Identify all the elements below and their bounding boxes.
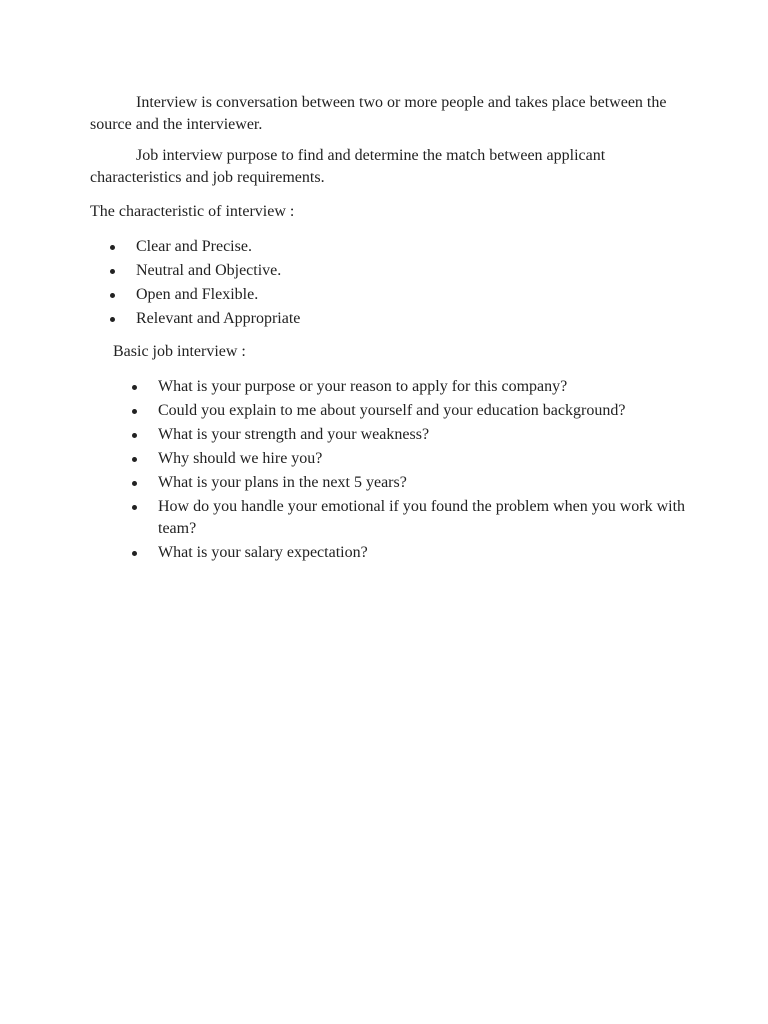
- bullet-icon: [110, 317, 115, 322]
- bullet-icon: [132, 457, 137, 462]
- list-item: [90, 399, 690, 423]
- bullet-icon: [110, 293, 115, 298]
- characteristics-list: [90, 235, 690, 331]
- list-item: [90, 495, 690, 541]
- list-item-text: What is your purpose or your reason to apply for this company?: [158, 378, 568, 395]
- bullet-icon: [110, 269, 115, 274]
- bullet-icon: [132, 409, 137, 414]
- list-item-text: Clear and Precise.: [136, 238, 252, 255]
- bullet-icon: [132, 551, 137, 556]
- list-item: [90, 471, 690, 495]
- list-item-text: How do you handle your emotional if you found the problem when you work with team?: [158, 498, 686, 537]
- intro-paragraph: Interview is conversation between two or more people and takes place between the source and the interviewer.: [90, 94, 667, 133]
- list-item: [90, 423, 690, 447]
- list-item-text: Neutral and Objective.: [136, 262, 282, 279]
- list-item: [90, 375, 690, 399]
- list-item-text: Could you explain to me about yourself and your education background?: [158, 402, 626, 419]
- list-item-text: What is your salary expectation?: [158, 544, 368, 561]
- bullet-icon: [132, 481, 137, 486]
- questions-list: [90, 375, 690, 565]
- bullet-icon: [132, 433, 137, 438]
- list-item-text: What is your plans in the next 5 years?: [158, 474, 407, 491]
- characteristics-heading: The characteristic of interview :: [90, 203, 295, 220]
- list-item: [90, 259, 690, 283]
- list-item-text: Open and Flexible.: [136, 286, 259, 303]
- list-item: [90, 283, 690, 307]
- list-item-text: Why should we hire you?: [158, 450, 323, 467]
- list-item: [90, 307, 690, 331]
- bullet-icon: [132, 505, 137, 510]
- document-body: [90, 92, 690, 565]
- list-item: [90, 235, 690, 259]
- bullet-icon: [110, 245, 115, 250]
- list-item: [90, 447, 690, 471]
- basic-interview-heading: Basic job interview :: [113, 343, 246, 360]
- purpose-paragraph: Job interview purpose to find and determine the match between applicant characteristics and job requirements.: [90, 147, 606, 186]
- bullet-icon: [132, 385, 137, 390]
- list-item: [90, 541, 690, 565]
- list-item-text: What is your strength and your weakness?: [158, 426, 430, 443]
- list-item-text: Relevant and Appropriate: [136, 310, 301, 327]
